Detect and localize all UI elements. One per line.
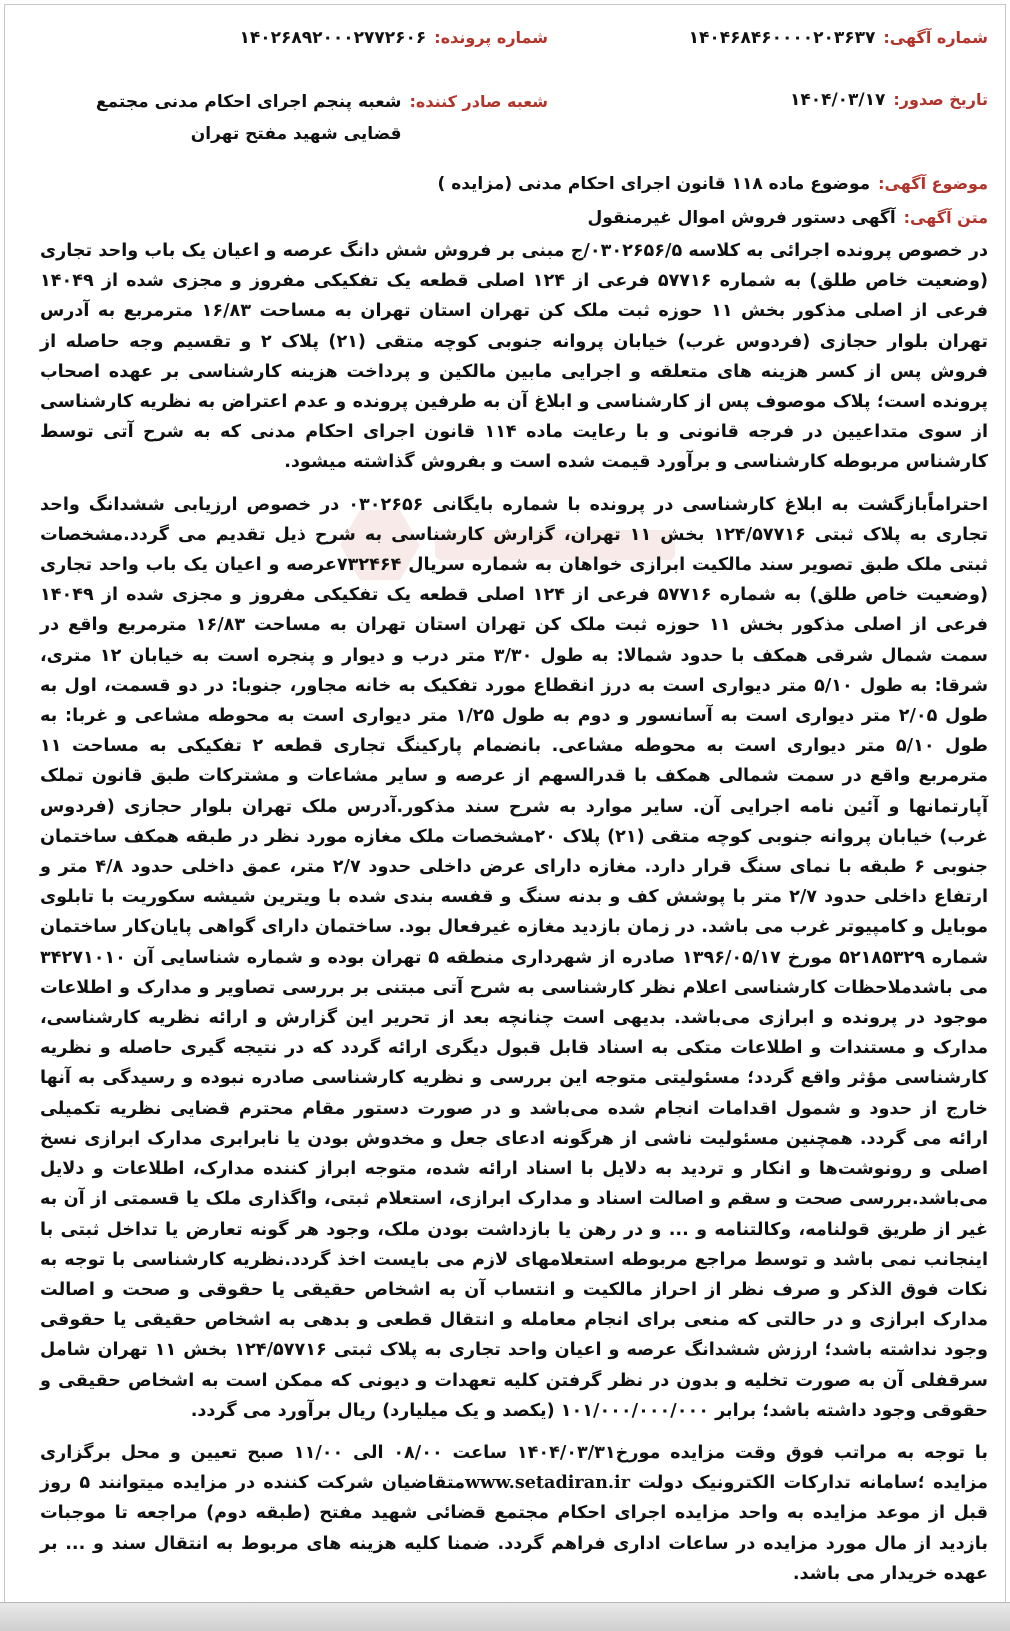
header-row-1 bbox=[40, 28, 988, 72]
subject-field bbox=[40, 174, 988, 194]
text-title: آگهی دستور فروش اموال غیرمنقول bbox=[587, 208, 896, 228]
setadiran-link[interactable]: www.setadiran.ir bbox=[465, 1472, 630, 1494]
text-label: متن آگهی: bbox=[903, 208, 988, 227]
body-paragraph-3 bbox=[40, 1438, 988, 1589]
case-number-label: شماره پرونده: bbox=[434, 28, 548, 47]
paragraph-3-start: با توجه به مراتب فوق وقت مزایده مورخ۱۴۰۴/۰۳/۳۱ ساعت ۰۸/۰۰ الی ۱۱/۰۰ صبح تعیین و محل برگزاری مزایده ؛سامانه تدارکات الکترونیک دولت bbox=[40, 1442, 988, 1494]
bottom-scrollbar[interactable] bbox=[0, 1602, 1010, 1631]
issue-date-label: تاریخ صدور: bbox=[893, 90, 988, 109]
ad-number-field bbox=[548, 28, 988, 72]
text-title-field bbox=[40, 208, 988, 228]
issue-date-field bbox=[548, 72, 988, 134]
body-paragraph-1: در خصوص پرونده اجرائی به کلاسه ۰۳۰۲۶۵۶/۵/ج مبنی بر فروش شش دانگ عرصه و اعیان یک باب واحد تجاری (وضعیت خاص طلق) به شماره ۵۷۷۱۶ فرعی از ۱۲۴ اصلی قطعه یک تفکیکی مفروز و مجزی شده از ۱۴۰۴۹ فرعی از اصلی مذکور بخش ۱۱ حوزه ثبت ملک کن تهران استان تهران به مساحت ۱۶/۸۳ مترمربع به آدرس تهران بلوار حجازی (فردوس غرب) خیابان پروانه جنوبی کوچه متقی (۲۱) پلاک ۲ و تقسیم وجه حاصله از فروش پس از کسر هزینه های متعلقه و اجرایی مابین مالکین و پرداخت هزینه کارشناسی بر عهده اصحاب پرونده است؛ پلاک موصوف پس از کارشناسی و ابلاغ آن به طرفین پرونده و عدم اعتراض به نظریه کارشناسی از سوی متداعیین در فرجه قانونی و با رعایت ماده ۱۱۴ قانون اجرای احکام مدنی که به شرح آتی توسط کارشناس مربوطه کارشناسی و برآورد قیمت شده است و بفروش گذاشته میشود. bbox=[40, 241, 989, 473]
issuer-label: شعبه صادر کننده: bbox=[409, 92, 548, 111]
subject-label: موضوع آگهی: bbox=[878, 174, 988, 193]
body-paragraph-2: احتراماًبازگشت به ابلاغ کارشناسی در پرونده با شماره بایگانی ۰۳۰۲۶۵۶ در خصوص ارزیابی ششدانگ واحد تجاری به پلاک ثبتی ۱۲۴/۵۷۷۱۶ بخش ۱۱ تهران، گزارش کارشناسی به شرح ذیل تقدیم می گردد.مشخصات ثبتی ملک طبق تصویر سند مالکیت ابرازی خواهان به شماره سریال ۷۳۲۴۶۴عرصه و اعیان یک باب واحد تجاری (وضعیت خاص طلق) به شماره ۵۷۷۱۶ فرعی از ۱۲۴ اصلی قطعه یک تفکیکی مفروز و مجزی شده از ۱۴۰۴۹ فرعی از اصلی مذکور بخش ۱۱ حوزه ثبت ملک کن تهران استان تهران به مساحت ۱۶/۸۳ مترمربع واقع در سمت شمال شرقی همکف با حدود شمالا: به طول ۳/۳۰ متر درب و دیوار و پنجره است به خیابان ۱۲ متری، شرقا: به طول ۵/۱۰ متر دیواری است به درز انقطاع مورد تفکیک به خانه مجاور، جنوبا: در دو قسمت، اول به طول ۲/۰۵ متر دیواری است به آسانسور و دوم به طول ۱/۲۵ متر دیواری است به محوطه مشاعی و غربا: به طول ۵/۱۰ متر دیواری است به محوطه مشاعی. بانضمام پارکینگ تجاری قطعه ۲ تفکیکی به مساحت ۱۱ مترمربع واقع در سمت شمالی همکف با قدرالسهم از عرصه و سایر مشاعات و مشترکات طبق قانون تملک آپارتمانها و آئین نامه اجرایی آن. سایر موارد به شرح سند مذکور.آدرس ملک تهران بلوار حجازی (فردوس غرب) خیابان پروانه جنوبی کوچه متقی (۲۱) پلاک ۲۰مشخصات ملک مغازه مورد نظر در طبقه همکف ساختمان جنوبی ۶ طبقه با نمای سنگ قرار دارد. مغازه دارای عرض داخلی حدود ۲/۷ متر، عمق داخلی حدود ۴/۸ متر و ارتفاع داخلی حدود ۲/۷ متر با پوشش کف و بدنه سنگ و قفسه بندی شده با ویترین شیشه سکوریت با تابلوی موبایل و کامپیوتر غرب می باشد. در زمان بازدید مغازه غیرفعال بود. ساختمان دارای گواهی پایان‌کار ساختمان شماره ۵۲۱۸۵۳۲۹ مورخ ۱۳۹۶/۰۵/۱۷ صادره از شهرداری منطقه ۵ تهران بوده و شماره شناسایی آن ۳۴۲۷۱۰۱۰ می باشدملاحظات کارشناسی اعلام نظر کارشناسی به شرح آتی مبتنی بر بررسی تصاویر و مدارک و اطلاعات موجود در پرونده و ابرازی می‌باشد. بدیهی است چنانچه بعد از تحریر این گزارش و ارائه نظریه کارشناسی، مدارک و مستندات و اطلاعات متکی به اسناد قابل قبول دیگری ارائه گردد که در نتیجه گیری حاصله و نظریه کارشناسی مؤثر واقع گردد؛ مسئولیتی متوجه این بررسی و نظریه کارشناسی صادره نبوده و رسیدگی به آنها خارج از حدود و شمول اقدامات انجام شده می‌باشد و در صورت دستور مقام محترم قضایی نظریه تکمیلی ارائه می گردد. همچنین مسئولیت ناشی از هرگونه ادعای جعل و مخدوش بودن یا نابرابری مدارک ابرازی نسخ اصلی و رونوشت‌ها و انکار و تردید به دلایل با اسناد ارائه شده، متوجه ابراز کننده مدارک، اطلاعات و دلایل می‌باشد.بررسی صحت و سقم و اصالت اسناد و مدارک ابرازی، استعلام ثبتی، واگذاری ملک یا قسمتی از آن به غیر از طریق قولنامه، وکالتنامه و ... و در رهن یا بازداشت بودن ملک، وجود هر گونه تعارض یا تداخل ثبتی با اینجانب نمی باشد و توسط مراجع مربوطه استعلامهای لازم می بایست اخذ گردد.نظریه کارشناسی با توجه به نکات فوق الذکر و صرف نظر از احراز مالکیت و انتساب آن به اشخاص حقیقی یا حقوقی و صحت و اصالت مدارک ابرازی و در حالتی که منعی برای انجام معامله و انتقال قطعی و بدهی به اشخاص حقیقی یا حقوقی وجود نداشته باشد؛ ارزش ششدانگ عرصه و اعیان واحد تجاری به پلاک ثبتی ۱۲۴/۵۷۷۱۶ بخش ۱۱ تهران شامل سرقفلی آن به صورت تخلیه و بدون در نظر گرفتن کلیه تعهدات و دیونی که ممکن است به اشخاص حقیقی و حقوقی وجود داشته باشد؛ برابر ۱۰۱/۰۰۰/۰۰۰/۰۰۰ (یکصد و یک میلیارد) ریال برآورد می گردد. bbox=[40, 494, 989, 1421]
issue-date-value: ۱۴۰۴/۰۳/۱۷ bbox=[789, 90, 886, 110]
issuer-field bbox=[40, 72, 548, 166]
ad-number-value: ۱۴۰۴۶۸۴۶۰۰۰۰۲۰۳۶۳۷ bbox=[688, 28, 876, 48]
case-number-value: ۱۴۰۲۶۸۹۲۰۰۰۲۷۷۲۶۰۶ bbox=[239, 28, 427, 48]
header-row-2 bbox=[40, 72, 988, 166]
case-number-field bbox=[40, 28, 548, 72]
ad-number-label: شماره آگهی: bbox=[883, 28, 988, 47]
paragraph-3-end: متقاضیان شرکت کننده در مزایده میتوانند ۵ روز قبل از موعد مزایده به واحد مزایده اجرای احکام مجتمع قضائی شهید مفتح (طبقه دوم) مراجعه تا موجبات بازدید از مال مورد مزایده در ساعات اداری فراهم گردد. ضمنا کلیه هزینه های مربوط به انتقال سند و ... بر عهده خریدار می باشد. bbox=[40, 1473, 988, 1584]
issuer-value: شعبه پنجم اجرای احکام مدنی مجتمع قضایی شهید مفتح تهران bbox=[95, 92, 402, 144]
subject-value: موضوع ماده ۱۱۸ قانون اجرای احکام مدنی (مزایده ) bbox=[437, 174, 871, 194]
notice-content bbox=[40, 28, 988, 1589]
